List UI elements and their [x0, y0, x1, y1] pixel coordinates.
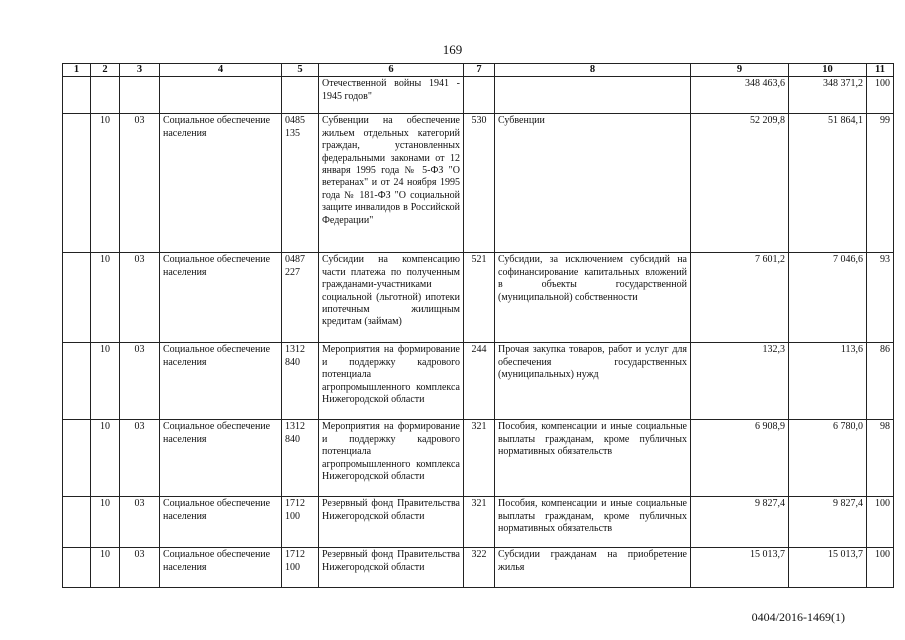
cell-planned-amount: 9 827,4 — [691, 497, 789, 548]
cell-expense-code: 244 — [464, 343, 495, 420]
cell-target-code: 0485 135 — [282, 114, 319, 253]
cell-section: 10 — [91, 114, 120, 253]
col-header-10: 10 — [789, 64, 867, 77]
cell-actual-amount: 7 046,6 — [789, 253, 867, 343]
cell-actual-amount: 15 013,7 — [789, 548, 867, 588]
table-row — [63, 343, 894, 420]
cell-section: 10 — [91, 548, 120, 588]
cell-target-name: Мероприятия на формирование и поддержку кадрового потенциала агропромышленного комплекса Нижегородской области — [319, 343, 464, 420]
page-number: 169 — [442, 42, 463, 57]
cell-target-name: Мероприятия на формирование и поддержку кадрового потенциала агропромышленного комплекса Нижегородской области — [319, 420, 464, 497]
cell-actual-amount: 51 864,1 — [789, 114, 867, 253]
cell-subsection: 03 — [120, 548, 160, 588]
cell-section: 10 — [91, 420, 120, 497]
cell-actual-amount: 6 780,0 — [789, 420, 867, 497]
cell-subsection: 03 — [120, 253, 160, 343]
cell-subsection — [120, 77, 160, 114]
cell-expense-name: Прочая закупка товаров, работ и услуг для обеспечения государственных (муниципальных) нужд — [495, 343, 691, 420]
cell-actual-amount: 113,6 — [789, 343, 867, 420]
cell-planned-amount: 6 908,9 — [691, 420, 789, 497]
cell-percent: 93 — [867, 253, 894, 343]
cell-expense-code: 530 — [464, 114, 495, 253]
cell-expense-code — [464, 77, 495, 114]
cell-section-name: Социальное обеспечение населения — [160, 420, 282, 497]
cell-actual-amount: 348 371,2 — [789, 77, 867, 114]
cell-expense-name: Субсидии гражданам на приобретение жилья — [495, 548, 691, 588]
cell-planned-amount: 132,3 — [691, 343, 789, 420]
cell-percent: 100 — [867, 497, 894, 548]
cell-target-name: Резервный фонд Правительства Нижегородской области — [319, 548, 464, 588]
cell-target-name: Резервный фонд Правительства Нижегородской области — [319, 497, 464, 548]
cell-expense-name: Пособия, компенсации и иные социальные выплаты гражданам, кроме публичных нормативных обязательств — [495, 420, 691, 497]
col-header-7: 7 — [464, 64, 495, 77]
col-header-9: 9 — [691, 64, 789, 77]
cell-expense-code: 321 — [464, 420, 495, 497]
col-header-3: 3 — [120, 64, 160, 77]
cell-section-name: Социальное обеспечение населения — [160, 497, 282, 548]
cell-target-name: Отечественной войны 1941 - 1945 годов" — [319, 77, 464, 114]
cell-col1 — [63, 114, 91, 253]
cell-target-code: 1312 840 — [282, 343, 319, 420]
cell-expense-code: 321 — [464, 497, 495, 548]
budget-table — [62, 63, 894, 588]
cell-expense-code: 322 — [464, 548, 495, 588]
cell-col1 — [63, 253, 91, 343]
cell-section: 10 — [91, 253, 120, 343]
col-header-1: 1 — [63, 64, 91, 77]
cell-section-name: Социальное обеспечение населения — [160, 114, 282, 253]
cell-expense-name — [495, 77, 691, 114]
cell-planned-amount: 52 209,8 — [691, 114, 789, 253]
cell-target-code: 1312 840 — [282, 420, 319, 497]
cell-percent: 100 — [867, 548, 894, 588]
cell-subsection: 03 — [120, 114, 160, 253]
cell-target-code: 1712 100 — [282, 548, 319, 588]
cell-subsection: 03 — [120, 343, 160, 420]
cell-planned-amount: 7 601,2 — [691, 253, 789, 343]
table-row — [63, 497, 894, 548]
cell-percent: 100 — [867, 77, 894, 114]
col-header-2: 2 — [91, 64, 120, 77]
cell-col1 — [63, 77, 91, 114]
cell-section-name: Социальное обеспечение населения — [160, 253, 282, 343]
cell-expense-code: 521 — [464, 253, 495, 343]
cell-section-name — [160, 77, 282, 114]
cell-expense-name: Пособия, компенсации и иные социальные выплаты гражданам, кроме публичных нормативных обязательств — [495, 497, 691, 548]
col-header-11: 11 — [867, 64, 894, 77]
col-header-4: 4 — [160, 64, 282, 77]
col-header-8: 8 — [495, 64, 691, 77]
cell-target-name: Субсидии на компенсацию части платежа по полученным гражданами-участниками социальной (льготной) ипотеки ипотечным жилищным кредитам (займам) — [319, 253, 464, 343]
cell-section: 10 — [91, 497, 120, 548]
cell-percent: 98 — [867, 420, 894, 497]
cell-col1 — [63, 548, 91, 588]
cell-planned-amount: 15 013,7 — [691, 548, 789, 588]
cell-col1 — [63, 343, 91, 420]
header-row — [63, 64, 894, 77]
cell-subsection: 03 — [120, 497, 160, 548]
cell-section: 10 — [91, 343, 120, 420]
cell-target-code: 1712 100 — [282, 497, 319, 548]
table-row — [63, 420, 894, 497]
cell-section — [91, 77, 120, 114]
col-header-6: 6 — [319, 64, 464, 77]
table-row — [63, 548, 894, 588]
table-row — [63, 114, 894, 253]
document-code: 0404/2016-1469(1) — [751, 610, 845, 624]
cell-subsection: 03 — [120, 420, 160, 497]
cell-target-code — [282, 77, 319, 114]
cell-percent: 86 — [867, 343, 894, 420]
cell-col1 — [63, 420, 91, 497]
table-row — [63, 77, 894, 114]
table-row — [63, 253, 894, 343]
cell-target-code: 0487 227 — [282, 253, 319, 343]
cell-percent: 99 — [867, 114, 894, 253]
cell-section-name: Социальное обеспечение населения — [160, 343, 282, 420]
cell-actual-amount: 9 827,4 — [789, 497, 867, 548]
cell-section-name: Социальное обеспечение населения — [160, 548, 282, 588]
cell-target-name: Субвенции на обеспечение жильем отдельных категорий граждан, установленных федеральными законами от 12 января 1995 года № 5-ФЗ "О ветеранах" и от 24 ноября 1995 года № 181-ФЗ "О социальной защите инвалидов в Российской Федерации" — [319, 114, 464, 253]
cell-col1 — [63, 497, 91, 548]
cell-planned-amount: 348 463,6 — [691, 77, 789, 114]
col-header-5: 5 — [282, 64, 319, 77]
cell-expense-name: Субсидии, за исключением субсидий на софинансирование капитальных вложений в объекты государственной (муниципальной) собственности — [495, 253, 691, 343]
cell-expense-name: Субвенции — [495, 114, 691, 253]
